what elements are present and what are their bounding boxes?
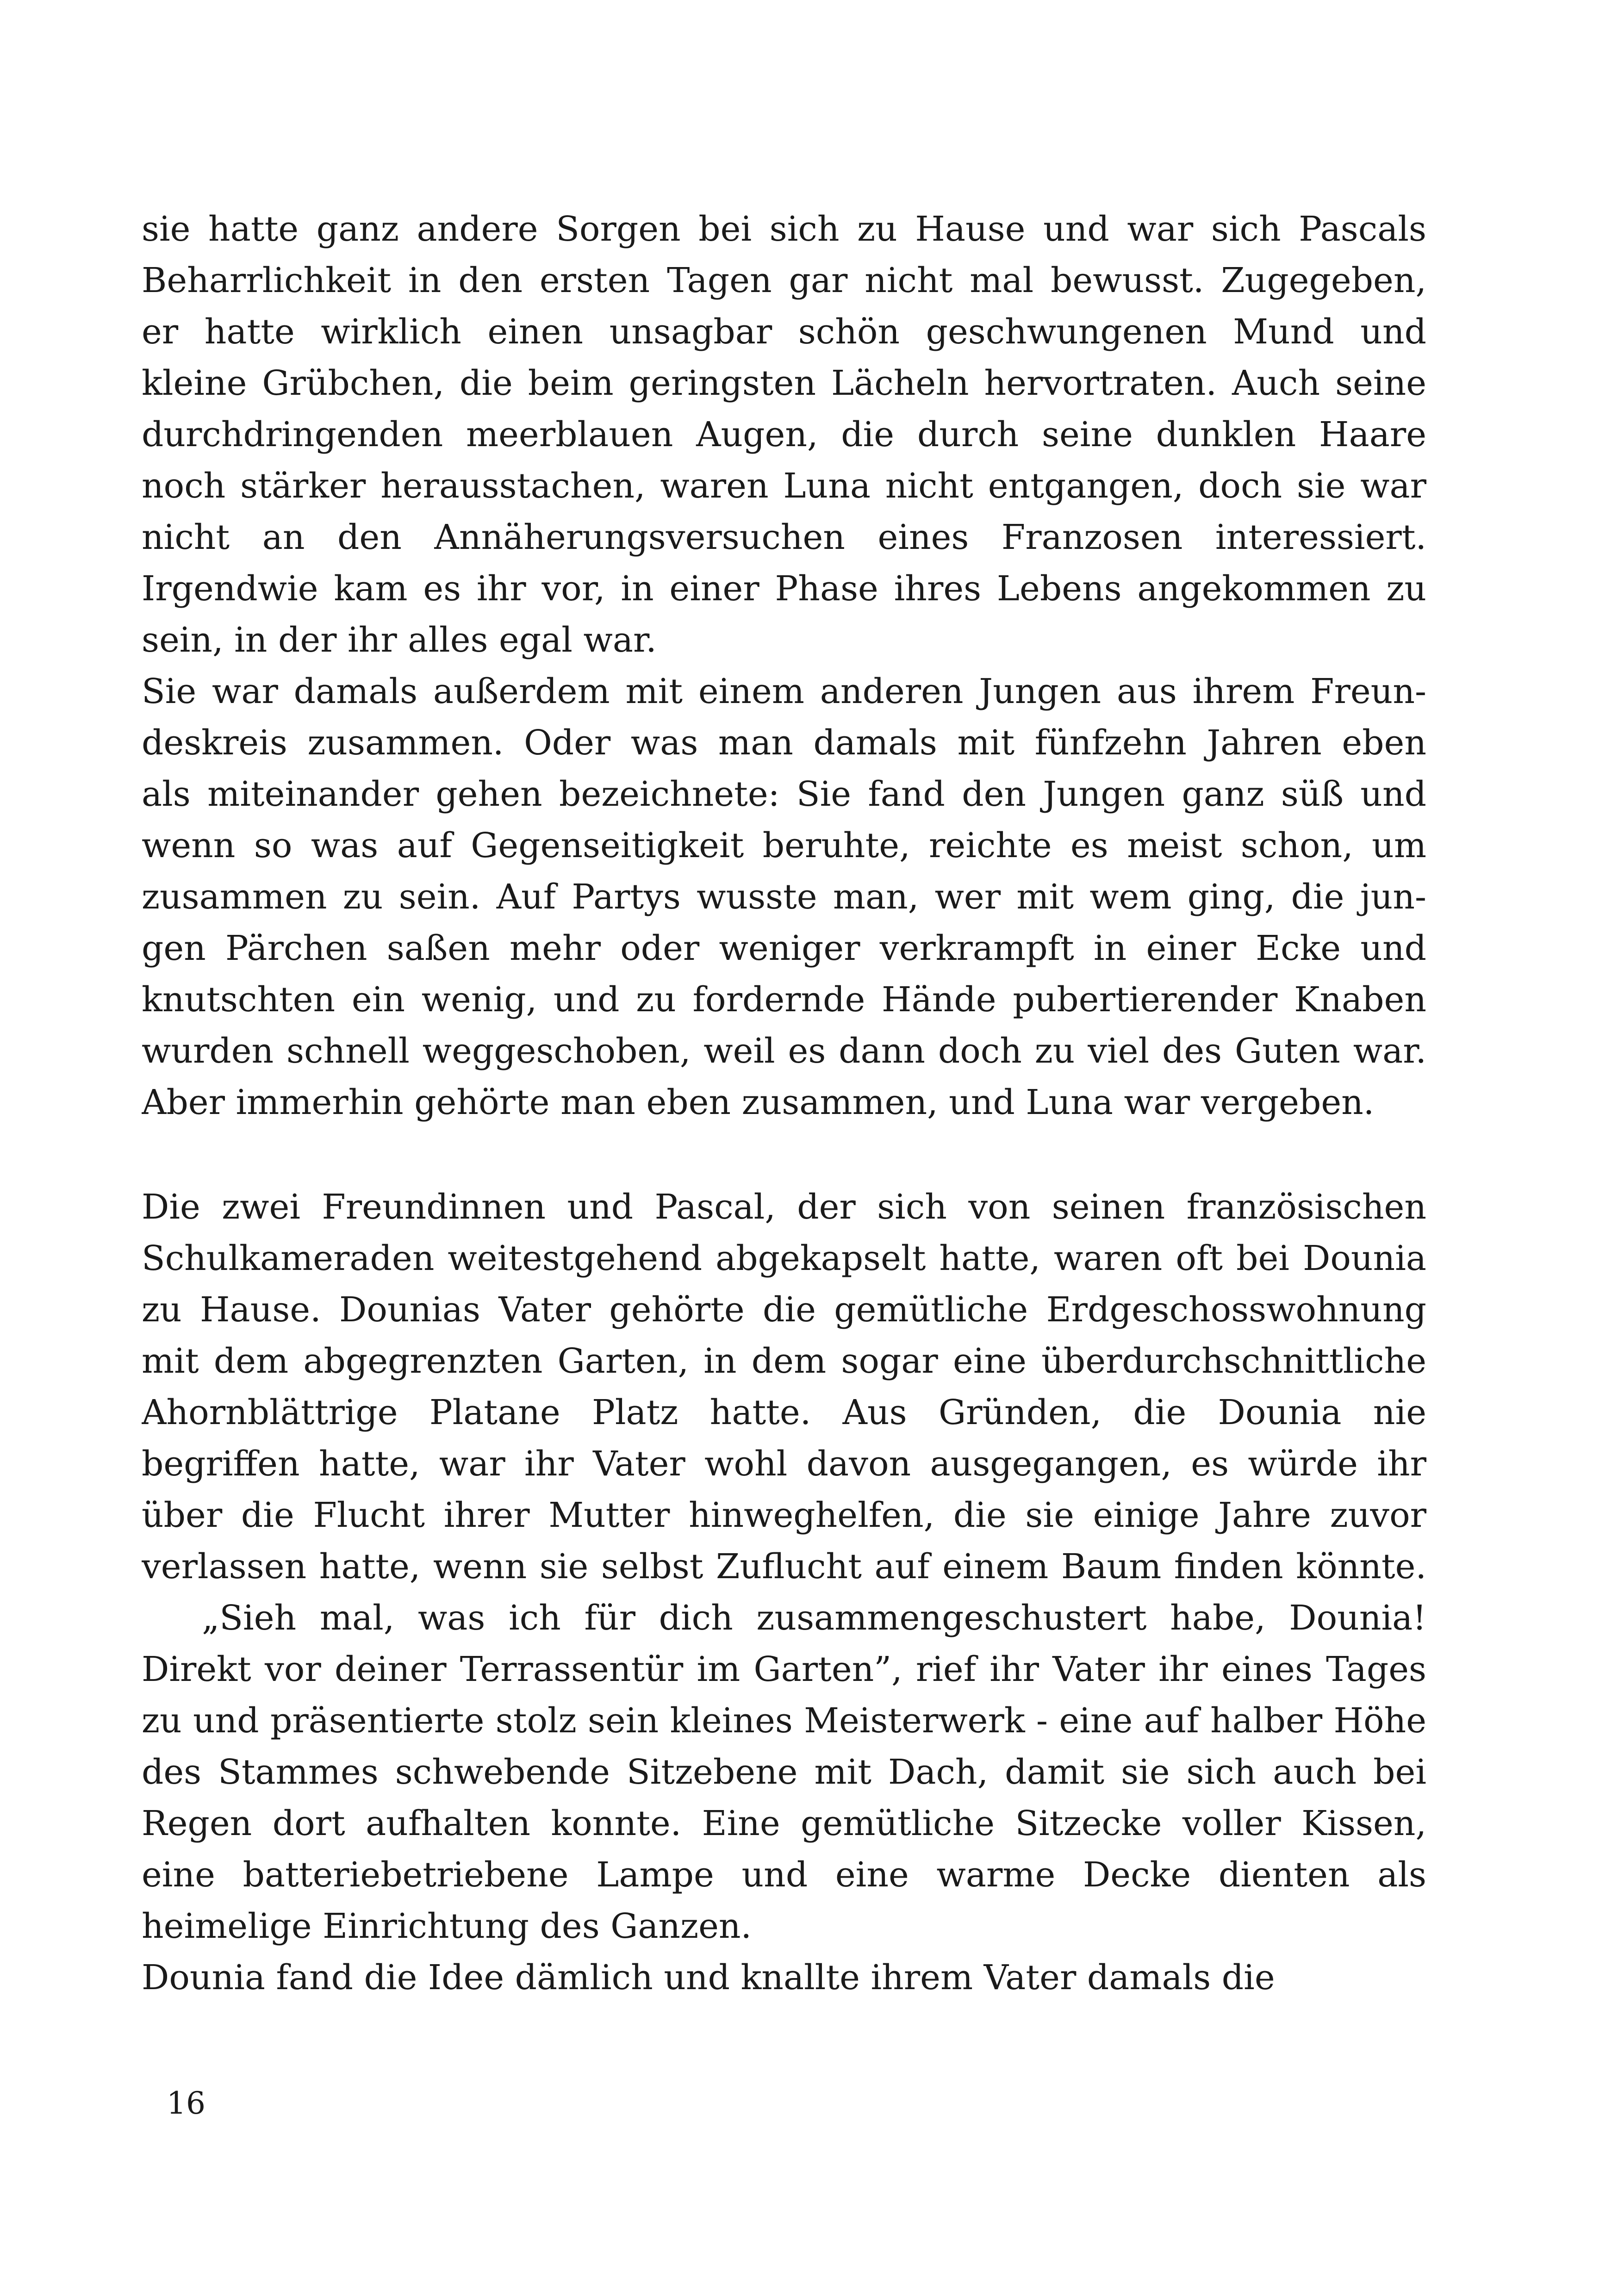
text-line: sein, in der ihr alles egal war.	[142, 620, 657, 660]
text-line: Schulkameraden weitestgehend abgekapselt hatte, waren oft bei Dounia	[142, 1238, 1426, 1278]
text-line: sie hatte ganz andere Sorgen bei sich zu Hause und war sich Pascals	[142, 209, 1426, 249]
text-line: zu und präsentierte stolz sein kleines Meisterwerk - eine auf halber Höhe	[142, 1701, 1426, 1741]
text-line: durchdringenden meerblauen Augen, die durch seine dunklen Haare	[142, 415, 1426, 454]
text-line: mit dem abgegrenzten Garten, in dem sogar eine überdurchschnittliche	[142, 1341, 1426, 1381]
paragraph-block-1	[142, 204, 1426, 1128]
text-line: zu Hause. Dounias Vater gehörte die gemütliche Erdgeschosswohnung	[142, 1290, 1426, 1330]
text-line: deskreis zusammen. Oder was man damals mit fünfzehn Jahren eben	[142, 723, 1426, 763]
text-line: gen Pärchen saßen mehr oder weniger verkrampft in einer Ecke und	[142, 928, 1426, 968]
text-line: Die zwei Freundinnen und Pascal, der sich von seinen französischen	[142, 1187, 1426, 1227]
text-line: Irgendwie kam es ihr vor, in einer Phase ihres Lebens angekommen zu	[142, 569, 1426, 609]
text-line: noch stärker herausstachen, waren Luna nicht entgangen, doch sie war	[142, 466, 1426, 506]
text-line: wenn so was auf Gegenseitigkeit beruhte, reichte es meist schon, um	[142, 826, 1426, 865]
text-line: als miteinander gehen bezeichnete: Sie fand den Jungen ganz süß und	[142, 774, 1426, 814]
text-line: wurden schnell weggeschoben, weil es dann doch zu viel des Guten war.	[142, 1031, 1426, 1071]
text-line: begriffen hatte, war ihr Vater wohl davon ausgegangen, es würde ihr	[142, 1444, 1426, 1484]
text-line: Aber immerhin gehörte man eben zusammen, und Luna war vergeben.	[142, 1083, 1375, 1122]
paragraph-block-2	[142, 1182, 1426, 2004]
text-line: „Sieh mal, was ich für dich zusammengeschustert habe, Dounia!	[202, 1598, 1426, 1638]
text-line: des Stammes schwebende Sitzebene mit Dach, damit sie sich auch bei	[142, 1752, 1426, 1792]
text-line: eine batteriebetriebene Lampe und eine warme Decke dienten als	[142, 1855, 1426, 1895]
text-line: heimelige Einrichtung des Ganzen.	[142, 1906, 752, 1946]
text-line: zusammen zu sein. Auf Partys wusste man, wer mit wem ging, die jun-	[142, 877, 1426, 917]
page-number: 16	[167, 2085, 205, 2121]
text-line: Direkt vor deiner Terrassentür im Garten”, rief ihr Vater ihr eines Tages	[142, 1649, 1426, 1689]
text-line: über die Flucht ihrer Mutter hinweghelfen, die sie einige Jahre zuvor	[142, 1495, 1426, 1535]
text-line: Sie war damals außerdem mit einem anderen Jungen aus ihrem Freun-	[142, 672, 1426, 711]
text-line: Beharrlichkeit in den ersten Tagen gar nicht mal bewusst. Zugegeben,	[142, 261, 1426, 300]
text-line: nicht an den Annäherungsversuchen eines Franzosen interessiert.	[142, 517, 1426, 557]
text-line: er hatte wirklich einen unsagbar schön geschwungenen Mund und	[142, 312, 1426, 352]
text-line: knutschten ein wenig, und zu fordernde Hände pubertierender Knaben	[142, 980, 1426, 1020]
text-line: Ahornblättrige Platane Platz hatte. Aus Gründen, die Dounia nie	[142, 1393, 1426, 1432]
text-line: verlassen hatte, wenn sie selbst Zuflucht auf einem Baum finden könnte.	[142, 1547, 1426, 1587]
text-line: Dounia fand die Idee dämlich und knallte ihrem Vater damals die	[142, 1958, 1275, 1997]
text-line: kleine Grübchen, die beim geringsten Lächeln hervortraten. Auch seine	[142, 363, 1426, 403]
text-line: Regen dort aufhalten konnte. Eine gemütliche Sitzecke voller Kissen,	[142, 1804, 1426, 1843]
